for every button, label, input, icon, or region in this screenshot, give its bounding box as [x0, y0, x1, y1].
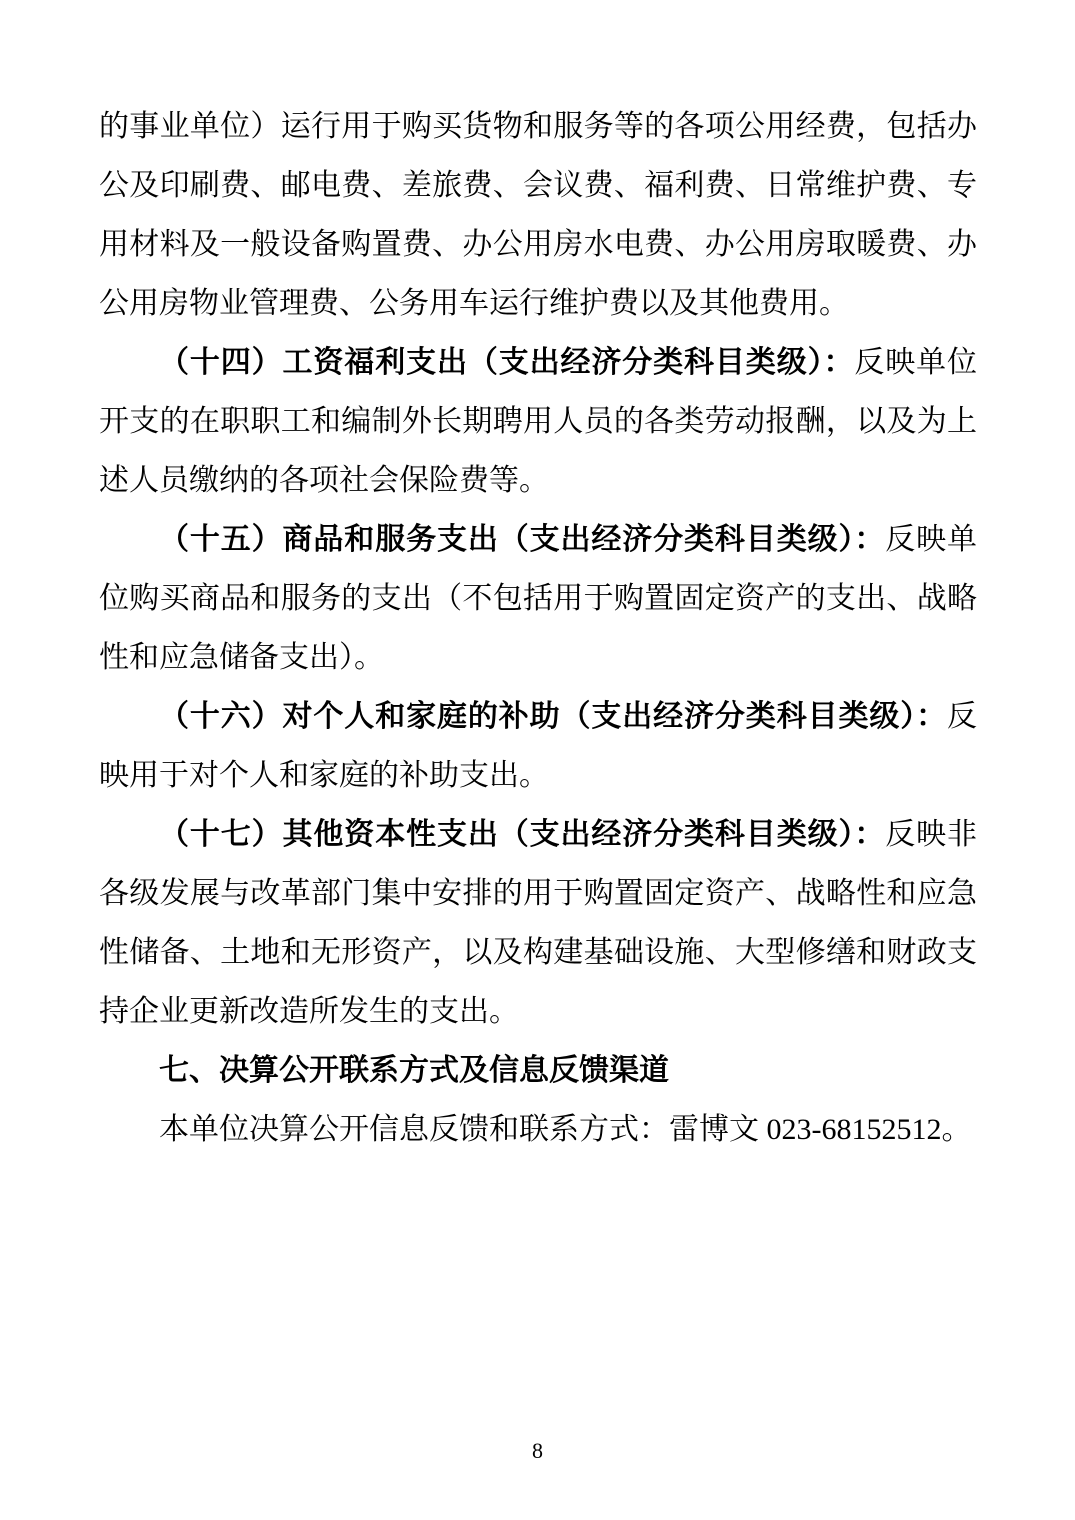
- document-content: [99, 97, 977, 1159]
- page-number: 8: [532, 1438, 543, 1463]
- paragraph-text: 反映非各级发展与改革部门集中安排的用于购置固定资产、战略性和应急性储备、土地和无形资产，以及构建基础设施、大型修缮和财政支持企业更新改造所发生的支出。: [99, 818, 978, 1028]
- paragraph-14-wage-welfare-expenditure: [99, 333, 977, 510]
- paragraph-lead: （十七）其他资本性支出（支出经济分类科目类级）：: [159, 818, 886, 851]
- paragraph-17-other-capital-expenditure: [99, 805, 977, 1041]
- paragraph-text: 反映单位开支的在职职工和编制外长期聘用人员的各类劳动报酬，以及为上述人员缴纳的各项社会保险费等。: [99, 346, 978, 497]
- paragraph-text: 的事业单位）运行用于购买货物和服务等的各项公用经费，包括办公及印刷费、邮电费、差旅费、会议费、福利费、日常维护费、专用材料及一般设备购置费、办公用房水电费、办公用房取暖费、办公用房物业管理费、公务用车运行维护费以及其他费用。: [99, 110, 977, 320]
- paragraph-text: 本单位决算公开信息反馈和联系方式：雷博文 023-68152512。: [159, 1113, 972, 1146]
- section-heading-contact-feedback: 七、决算公开联系方式及信息反馈渠道: [159, 1054, 669, 1087]
- paragraph-public-funds-continuation: [99, 97, 977, 333]
- paragraph-15-goods-services-expenditure: [99, 510, 977, 687]
- paragraph-16-individual-family-subsidy: [99, 687, 977, 805]
- paragraph-lead: （十五）商品和服务支出（支出经济分类科目类级）：: [159, 523, 886, 556]
- paragraph-lead: （十六）对个人和家庭的补助（支出经济分类科目类级）：: [159, 700, 947, 733]
- paragraph-text: 反映用于对个人和家庭的补助支出。: [99, 700, 977, 792]
- paragraph-lead: （十四）工资福利支出（支出经济分类科目类级）：: [159, 346, 855, 379]
- paragraph-contact-info: [99, 1100, 977, 1159]
- paragraph-text: 反映单位购买商品和服务的支出（不包括用于购置固定资产的支出、战略性和应急储备支出）。: [99, 523, 978, 674]
